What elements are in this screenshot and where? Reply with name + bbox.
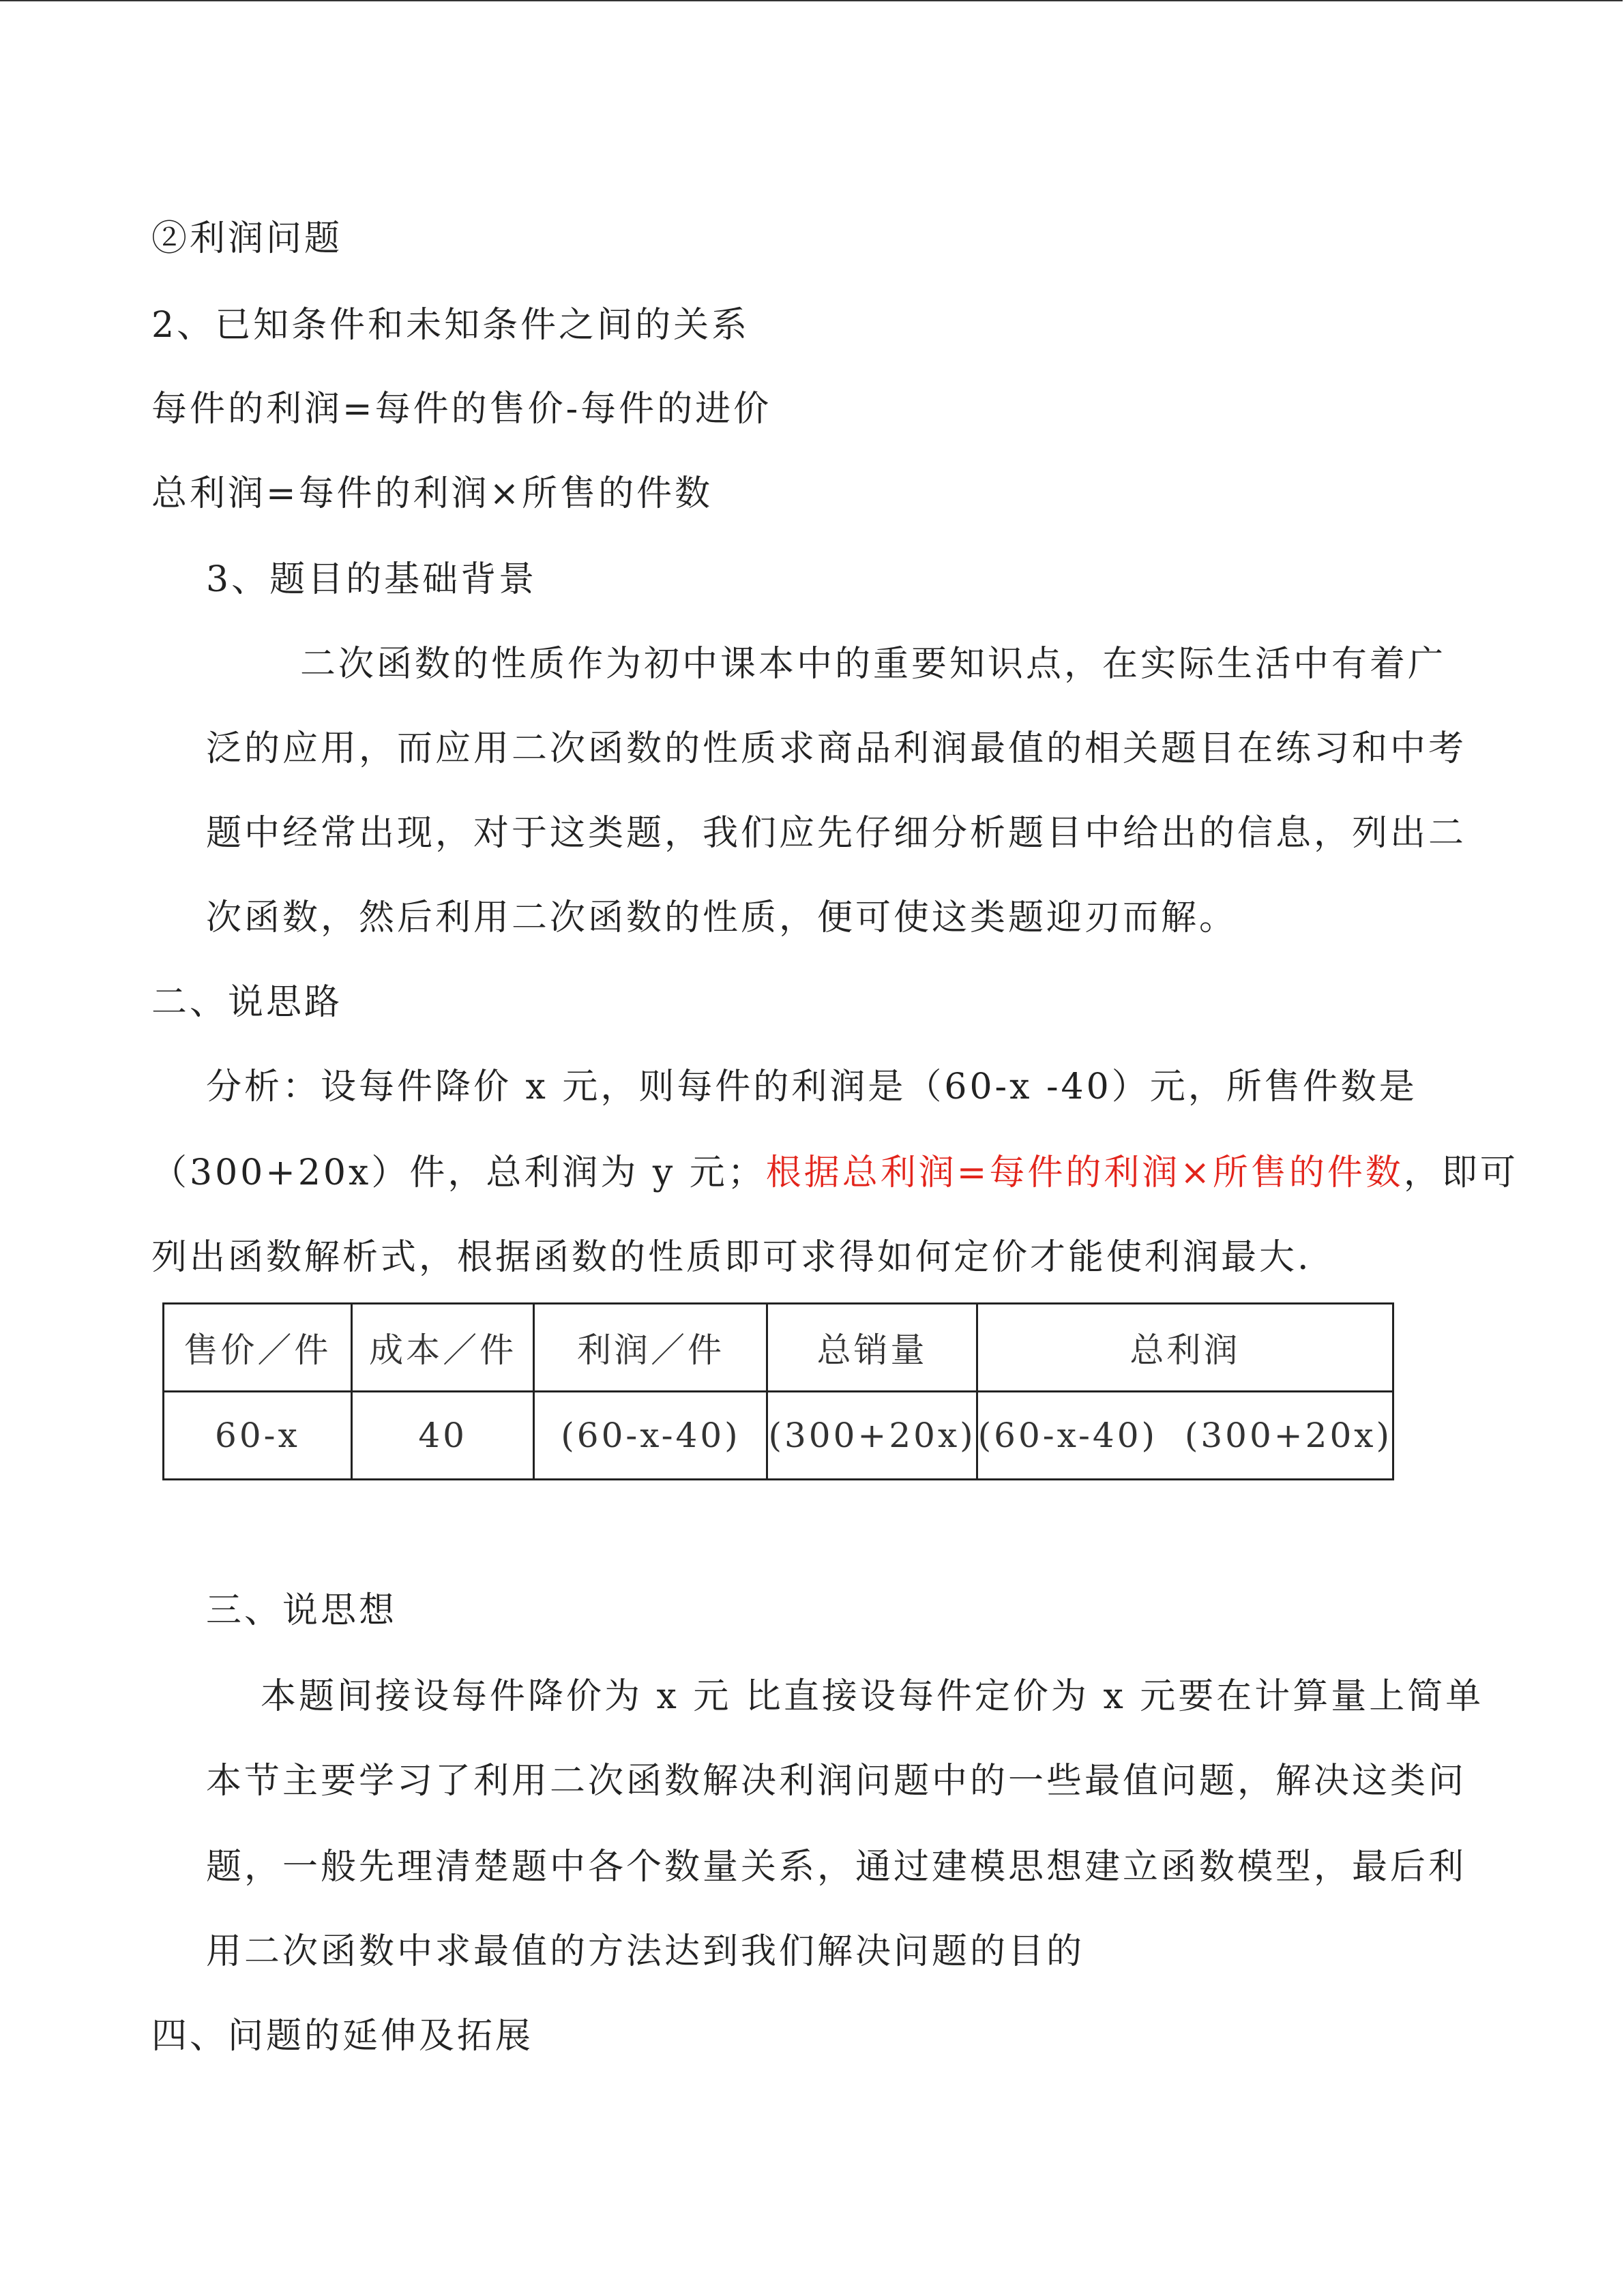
table-cell: (300+20x) [767,1392,977,1480]
analysis-line-2-text: （300+20x）件，总利润为 y 元； [151,1152,766,1193]
section-heading-thinking: 三、说思想 [206,1590,398,1631]
formula-unit-profit: 每件的利润=每件的售价-每件的进价 [151,389,772,430]
analysis-line-2-tail: ，即可 [1403,1152,1518,1193]
table-cell: 40 [351,1392,534,1480]
paragraph-background-line-3: 题中经常出现，对于这类题，我们应先仔细分析题目中给出的信息，列出二 [206,813,1467,854]
subheading-profit-problem: ②利润问题 [151,218,343,259]
section-heading-approach: 二、说思路 [151,982,343,1023]
table-header-cell: 利润／件 [534,1304,767,1392]
paragraph-background-line-2: 泛的应用，而应用二次函数的性质求商品利润最值的相关题目在练习和中考 [206,728,1467,769]
table-header-cell: 售价／件 [164,1304,352,1392]
paragraph-background-line-1: 二次函数的性质作为初中课本中的重要知识点，在实际生活中有着广 [300,644,1447,685]
analysis-highlight: 根据总利润=每件的利润×所售的件数 [765,1152,1404,1193]
table-row [164,1392,1393,1480]
table-cell: (60-x-40) [534,1392,767,1480]
table-cell: (60-x-40) (300+20x) [977,1392,1393,1480]
section-heading-extension: 四、问题的延伸及拓展 [151,2016,534,2057]
thinking-line-2: 本节主要学习了利用二次函数解决利润问题中的一些最值问题，解决这类问 [206,1761,1467,1802]
thinking-line-3: 题，一般先理清楚题中各个数量关系，通过建模思想建立函数模型，最后利 [206,1847,1467,1888]
formula-total-profit: 总利润=每件的利润×所售的件数 [151,473,713,514]
paragraph-background-line-4: 次函数，然后利用二次函数的性质，便可使这类题迎刃而解。 [206,897,1238,938]
table-header-cell: 总利润 [977,1304,1393,1392]
table-cell: 60-x [164,1392,352,1480]
profit-table [162,1302,1394,1480]
thinking-line-1: 本题间接设每件降价为 x 元 比直接设每件定价为 x 元要在计算量上简单 [261,1676,1484,1717]
page-top-border [0,0,1623,3]
analysis-line-3: 列出函数解析式，根据函数的性质即可求得如何定价才能使利润最大. [151,1237,1312,1278]
table-header-cell: 总销量 [767,1304,977,1392]
analysis-line-1: 分析：设每件降价 x 元，则每件的利润是（60-x -40）元，所售件数是 [206,1067,1417,1107]
analysis-line-2 [151,1151,1518,1195]
table-header-cell: 成本／件 [351,1304,534,1392]
table-header-row [164,1304,1393,1392]
subheading-background: 3、题目的基础背景 [206,559,537,600]
thinking-line-4: 用二次函数中求最值的方法达到我们解决问题的目的 [206,1931,1085,1972]
subheading-relations: 2、已知条件和未知条件之间的关系 [151,305,750,346]
